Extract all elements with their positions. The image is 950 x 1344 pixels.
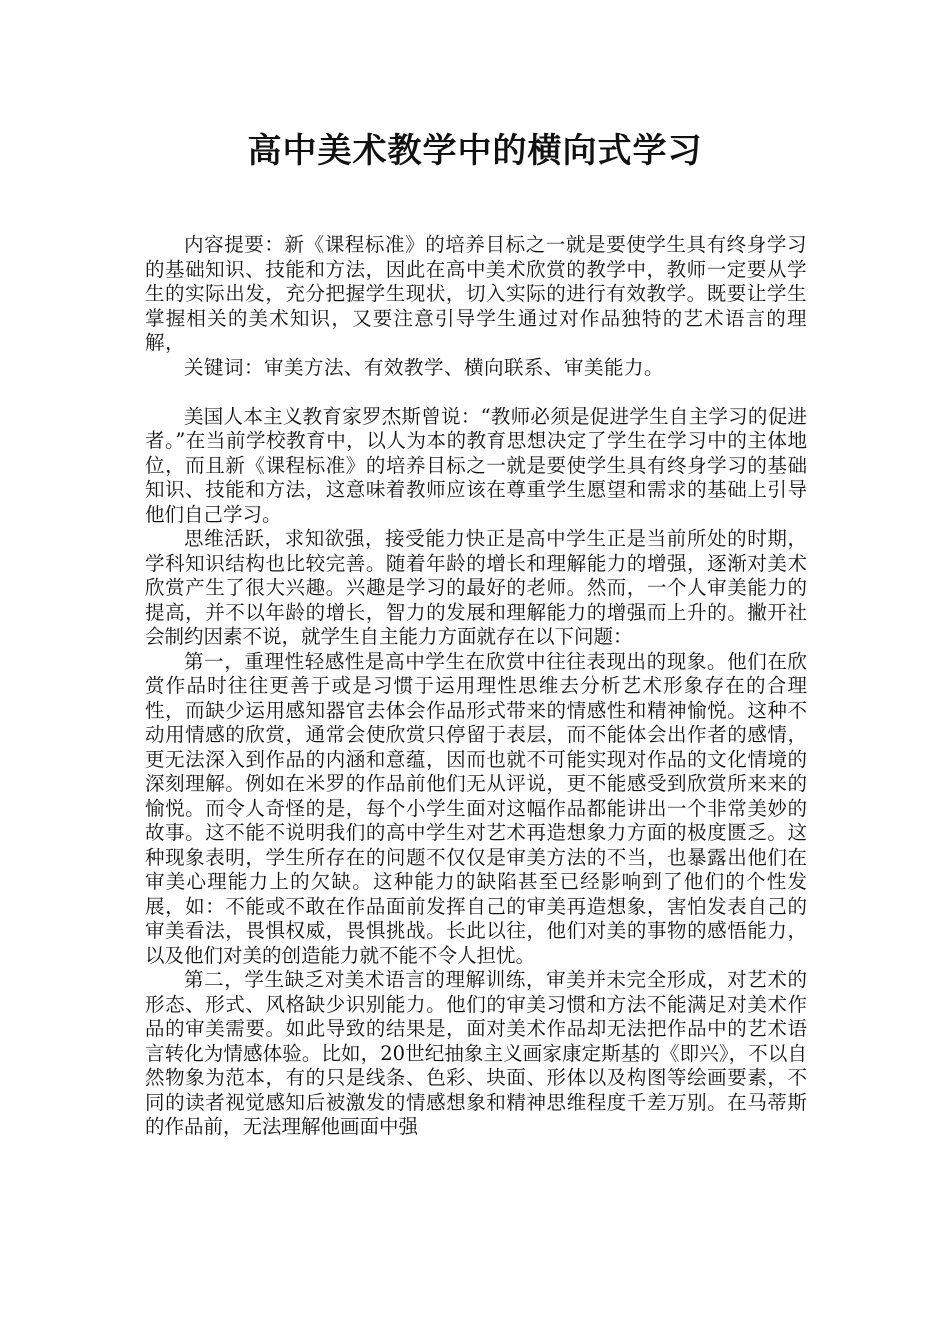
keywords-paragraph: 关键词：审美方法、有效教学、横向联系、审美能力。 xyxy=(184,355,665,379)
body-paragraph: 美国人本主义教育家罗杰斯曾说：“教师必须是促进学生自主学习的促进者。”在当前学校教育中，以人为本的教育思想决定了学生在学习中的主体地位，而且新《课程标准》的培养目标之一就是要使学生具有终身学习的基础知识、技能和方法，这意味着教师应该在尊重学生愿望和需求的基础上引导他们自己学习。 xyxy=(145,404,807,526)
document-body xyxy=(145,233,807,1140)
body-paragraph: 第一，重理性轻感性是高中学生在欣赏中往往表现出的现象。他们在欣赏作品时往往更善于或是习惯于运用理性思维去分析艺术形象存在的合理性，而缺少运用感知器官去体会作品形式带来的情感性和精神愉悦。这种不动用情感的欣赏，通常会使欣赏只停留于表层，而不能体会出作者的感情，更无法深入到作品的内涵和意蕴，因而也就不可能实现对作品的文化情境的深刻理解。例如在米罗的作品前他们无从评说，更不能感受到欣赏所来来的愉悦。而令人奇怪的是，每个小学生面对这幅作品都能讲出一个非常美妙的故事。这不能不说明我们的高中学生对艺术再造想象力方面的极度匮乏。这种现象表明，学生所存在的问题不仅仅是审美方法的不当，也暴露出他们在审美心理能力上的欠缺。这种能力的缺陷甚至已经影响到了他们的个性发展，如：不能或不敢在作品面前发挥自己的审美再造想象，害怕发表自己的审美看法，畏惧权威，畏惧挑战。长此以往，他们对美的事物的感悟能力，以及他们对美的创造能力就不能不令人担忧。 xyxy=(145,649,807,967)
body-paragraph: 第二，学生缺乏对美术语言的理解训练，审美并未完全形成，对艺术的形态、形式、风格缺少识别能力。他们的审美习惯和方法不能满足对美术作品的审美需要。如此导致的结果是，面对美术作品却无法把作品中的艺术语言转化为情感体验。比如，20世纪抽象主义画家康定斯基的《即兴》，不以自然物象为范本，有的只是线条、色彩、块面、形体以及构图等绘画要素，不同的读者视觉感知后被激发的情感想象和精神思维程度千差万别。在马蒂斯的作品前，无法理解他画面中强 xyxy=(145,968,807,1138)
body-paragraph: 思维活跃，求知欲强，接受能力快正是高中学生正是当前所处的时期，学科知识结构也比较完善。随着年龄的增长和理解能力的增强，逐渐对美术欣赏产生了很大兴趣。兴趣是学习的最好的老师。然而，一个人审美能力的提高，并不以年龄的增长，智力的发展和理解能力的增强而上升的。撇开社会制约因素不说，就学生自主能力方面就存在以下问题： xyxy=(145,527,807,648)
document-title: 高中美术教学中的横向式学习 xyxy=(247,131,703,171)
paragraph-spacer xyxy=(145,380,807,405)
abstract-paragraph: 内容提要：新《课程标准》的培养目标之一就是要使学生具有终身学习的基础知识、技能和方法，因此在高中美术欣赏的教学中，教师一定要从学生的实际出发，充分把握学生现状，切入实际的进行有效教学。既要让学生掌握相关的美术知识，又要注意引导学生通过对作品独特的艺术语言的理解， xyxy=(145,233,807,354)
